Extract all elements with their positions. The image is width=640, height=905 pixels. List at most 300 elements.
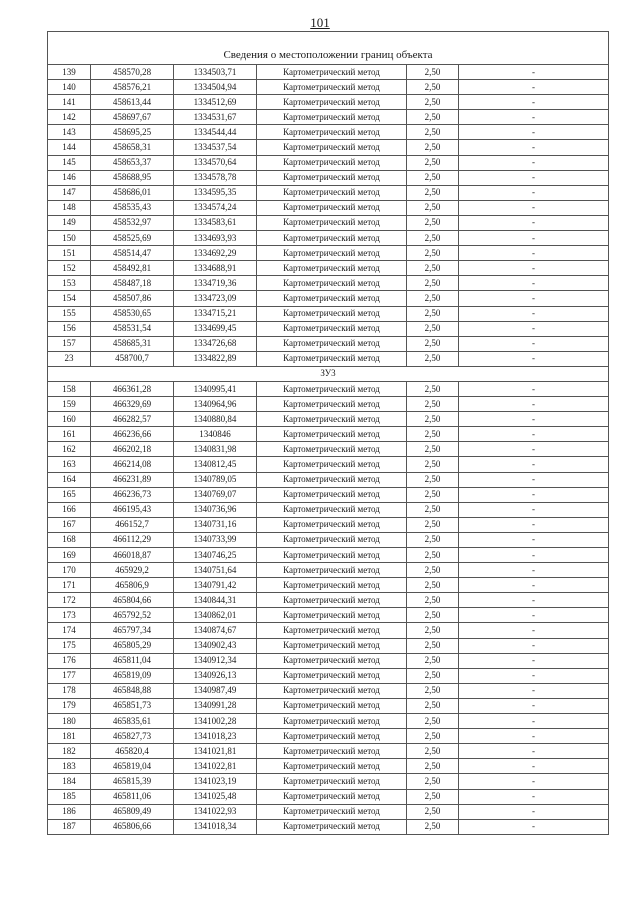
table-row xyxy=(48,200,609,215)
table-row xyxy=(48,819,609,834)
accuracy-cell: 2,50 xyxy=(407,457,459,472)
y-coordinate-cell: 1334578,78 xyxy=(174,170,257,185)
description-cell: - xyxy=(459,261,609,276)
description-cell: - xyxy=(459,774,609,789)
method-cell: Картометрический метод xyxy=(257,729,407,744)
description-cell: - xyxy=(459,502,609,517)
description-cell: - xyxy=(459,427,609,442)
description-cell: - xyxy=(459,789,609,804)
point-number-cell: 164 xyxy=(48,472,91,487)
description-cell: - xyxy=(459,231,609,246)
y-coordinate-cell: 1340902,43 xyxy=(174,638,257,653)
method-cell: Картометрический метод xyxy=(257,427,407,442)
accuracy-cell: 2,50 xyxy=(407,95,459,110)
accuracy-cell: 2,50 xyxy=(407,125,459,140)
table-row xyxy=(48,774,609,789)
accuracy-cell: 2,50 xyxy=(407,668,459,683)
x-coordinate-cell: 466018,87 xyxy=(91,548,174,563)
y-coordinate-cell: 1340736,96 xyxy=(174,502,257,517)
accuracy-cell: 2,50 xyxy=(407,80,459,95)
description-cell: - xyxy=(459,321,609,336)
point-number-cell: 158 xyxy=(48,381,91,396)
y-coordinate-cell: 1340733,99 xyxy=(174,532,257,547)
method-cell: Картометрический метод xyxy=(257,110,407,125)
point-number-cell: 177 xyxy=(48,668,91,683)
y-coordinate-cell: 1340874,67 xyxy=(174,623,257,638)
accuracy-cell: 2,50 xyxy=(407,185,459,200)
table-row xyxy=(48,563,609,578)
point-number-cell: 184 xyxy=(48,774,91,789)
table-row xyxy=(48,653,609,668)
description-cell: - xyxy=(459,698,609,713)
table-row xyxy=(48,336,609,351)
table-row xyxy=(48,140,609,155)
y-coordinate-cell: 1334822,89 xyxy=(174,351,257,366)
table-row xyxy=(48,155,609,170)
x-coordinate-cell: 458695,25 xyxy=(91,125,174,140)
description-cell: - xyxy=(459,668,609,683)
description-cell: - xyxy=(459,714,609,729)
method-cell: Картометрический метод xyxy=(257,804,407,819)
x-coordinate-cell: 465809,49 xyxy=(91,804,174,819)
method-cell: Картометрический метод xyxy=(257,774,407,789)
y-coordinate-cell: 1340789,05 xyxy=(174,472,257,487)
table-row xyxy=(48,397,609,412)
accuracy-cell: 2,50 xyxy=(407,729,459,744)
point-number-cell: 174 xyxy=(48,623,91,638)
accuracy-cell: 2,50 xyxy=(407,698,459,713)
accuracy-cell: 2,50 xyxy=(407,517,459,532)
point-number-cell: 182 xyxy=(48,744,91,759)
method-cell: Картометрический метод xyxy=(257,261,407,276)
x-coordinate-cell: 458685,31 xyxy=(91,336,174,351)
y-coordinate-cell: 1334726,68 xyxy=(174,336,257,351)
description-cell: - xyxy=(459,472,609,487)
y-coordinate-cell: 1340831,98 xyxy=(174,442,257,457)
description-cell: - xyxy=(459,412,609,427)
table-row xyxy=(48,246,609,261)
description-cell: - xyxy=(459,125,609,140)
table-row xyxy=(48,623,609,638)
method-cell: Картометрический метод xyxy=(257,291,407,306)
point-number-cell: 169 xyxy=(48,548,91,563)
point-number-cell: 159 xyxy=(48,397,91,412)
method-cell: Картометрический метод xyxy=(257,759,407,774)
description-cell: - xyxy=(459,563,609,578)
table-row xyxy=(48,276,609,291)
x-coordinate-cell: 458525,69 xyxy=(91,231,174,246)
x-coordinate-cell: 458686,01 xyxy=(91,185,174,200)
y-coordinate-cell: 1334699,45 xyxy=(174,321,257,336)
page-number xyxy=(0,16,640,30)
x-coordinate-cell: 465820,4 xyxy=(91,744,174,759)
table-row xyxy=(48,729,609,744)
table-row xyxy=(48,306,609,321)
method-cell: Картометрический метод xyxy=(257,200,407,215)
method-cell: Картометрический метод xyxy=(257,80,407,95)
x-coordinate-cell: 466202,18 xyxy=(91,442,174,457)
accuracy-cell: 2,50 xyxy=(407,804,459,819)
accuracy-cell: 2,50 xyxy=(407,774,459,789)
table-row xyxy=(48,381,609,396)
accuracy-cell: 2,50 xyxy=(407,261,459,276)
accuracy-cell: 2,50 xyxy=(407,578,459,593)
description-cell: - xyxy=(459,608,609,623)
point-number-cell: 168 xyxy=(48,532,91,547)
table-row xyxy=(48,321,609,336)
table-row xyxy=(48,487,609,502)
method-cell: Картометрический метод xyxy=(257,336,407,351)
method-cell: Картометрический метод xyxy=(257,608,407,623)
y-coordinate-cell: 1340987,49 xyxy=(174,683,257,698)
x-coordinate-cell: 465819,04 xyxy=(91,759,174,774)
accuracy-cell: 2,50 xyxy=(407,487,459,502)
accuracy-cell: 2,50 xyxy=(407,442,459,457)
method-cell: Картометрический метод xyxy=(257,698,407,713)
description-cell: - xyxy=(459,653,609,668)
x-coordinate-cell: 458507,86 xyxy=(91,291,174,306)
accuracy-cell: 2,50 xyxy=(407,170,459,185)
y-coordinate-cell: 1334723,09 xyxy=(174,291,257,306)
y-coordinate-cell: 1340964,96 xyxy=(174,397,257,412)
point-number-cell: 144 xyxy=(48,140,91,155)
y-coordinate-cell: 1334544,44 xyxy=(174,125,257,140)
method-cell: Картометрический метод xyxy=(257,246,407,261)
accuracy-cell: 2,50 xyxy=(407,276,459,291)
table-row xyxy=(48,412,609,427)
y-coordinate-cell: 1340991,28 xyxy=(174,698,257,713)
x-coordinate-cell: 458653,37 xyxy=(91,155,174,170)
accuracy-cell: 2,50 xyxy=(407,714,459,729)
x-coordinate-cell: 466361,28 xyxy=(91,381,174,396)
method-cell: Картометрический метод xyxy=(257,623,407,638)
point-number-cell: 23 xyxy=(48,351,91,366)
description-cell: - xyxy=(459,487,609,502)
accuracy-cell: 2,50 xyxy=(407,532,459,547)
table-row xyxy=(48,95,609,110)
table-row xyxy=(48,65,609,80)
x-coordinate-cell: 458535,43 xyxy=(91,200,174,215)
method-cell: Картометрический метод xyxy=(257,351,407,366)
point-number-cell: 179 xyxy=(48,698,91,713)
table-row xyxy=(48,125,609,140)
description-cell: - xyxy=(459,246,609,261)
y-coordinate-cell: 1340846 xyxy=(174,427,257,442)
y-coordinate-cell: 1340880,84 xyxy=(174,412,257,427)
method-cell: Картометрический метод xyxy=(257,563,407,578)
method-cell: Картометрический метод xyxy=(257,457,407,472)
y-coordinate-cell: 1340746,25 xyxy=(174,548,257,563)
y-coordinate-cell: 1341002,28 xyxy=(174,714,257,729)
y-coordinate-cell: 1334574,24 xyxy=(174,200,257,215)
accuracy-cell: 2,50 xyxy=(407,321,459,336)
description-cell: - xyxy=(459,140,609,155)
table-row xyxy=(48,804,609,819)
table-row xyxy=(48,291,609,306)
y-coordinate-cell: 1334693,93 xyxy=(174,231,257,246)
accuracy-cell: 2,50 xyxy=(407,246,459,261)
point-number-cell: 160 xyxy=(48,412,91,427)
method-cell: Картометрический метод xyxy=(257,381,407,396)
section-label: ЗУ3 xyxy=(48,366,609,381)
method-cell: Картометрический метод xyxy=(257,170,407,185)
table-row xyxy=(48,231,609,246)
point-number-cell: 167 xyxy=(48,517,91,532)
y-coordinate-cell: 1340791,42 xyxy=(174,578,257,593)
y-coordinate-cell: 1341021,81 xyxy=(174,744,257,759)
x-coordinate-cell: 458487,18 xyxy=(91,276,174,291)
accuracy-cell: 2,50 xyxy=(407,381,459,396)
point-number-cell: 147 xyxy=(48,185,91,200)
point-number-cell: 139 xyxy=(48,65,91,80)
point-number-cell: 175 xyxy=(48,638,91,653)
x-coordinate-cell: 466152,7 xyxy=(91,517,174,532)
method-cell: Картометрический метод xyxy=(257,683,407,698)
description-cell: - xyxy=(459,306,609,321)
table-row xyxy=(48,517,609,532)
table-row xyxy=(48,759,609,774)
description-cell: - xyxy=(459,291,609,306)
accuracy-cell: 2,50 xyxy=(407,789,459,804)
x-coordinate-cell: 465792,52 xyxy=(91,608,174,623)
accuracy-cell: 2,50 xyxy=(407,65,459,80)
y-coordinate-cell: 1340862,01 xyxy=(174,608,257,623)
x-coordinate-cell: 465805,29 xyxy=(91,638,174,653)
table-row xyxy=(48,789,609,804)
method-cell: Картометрический метод xyxy=(257,125,407,140)
description-cell: - xyxy=(459,578,609,593)
description-cell: - xyxy=(459,397,609,412)
y-coordinate-cell: 1340844,31 xyxy=(174,593,257,608)
x-coordinate-cell: 458492,81 xyxy=(91,261,174,276)
y-coordinate-cell: 1340926,13 xyxy=(174,668,257,683)
accuracy-cell: 2,50 xyxy=(407,502,459,517)
point-number-cell: 152 xyxy=(48,261,91,276)
method-cell: Картометрический метод xyxy=(257,578,407,593)
table-row xyxy=(48,548,609,563)
x-coordinate-cell: 465827,73 xyxy=(91,729,174,744)
accuracy-cell: 2,50 xyxy=(407,472,459,487)
y-coordinate-cell: 1340751,64 xyxy=(174,563,257,578)
table-row xyxy=(48,698,609,713)
method-cell: Картометрический метод xyxy=(257,397,407,412)
table-row xyxy=(48,442,609,457)
y-coordinate-cell: 1334595,35 xyxy=(174,185,257,200)
table-row xyxy=(48,427,609,442)
point-number-cell: 156 xyxy=(48,321,91,336)
method-cell: Картометрический метод xyxy=(257,593,407,608)
accuracy-cell: 2,50 xyxy=(407,412,459,427)
y-coordinate-cell: 1340995,41 xyxy=(174,381,257,396)
x-coordinate-cell: 466236,66 xyxy=(91,427,174,442)
y-coordinate-cell: 1341025,48 xyxy=(174,789,257,804)
x-coordinate-cell: 465804,66 xyxy=(91,593,174,608)
description-cell: - xyxy=(459,819,609,834)
point-number-cell: 183 xyxy=(48,759,91,774)
table-row xyxy=(48,110,609,125)
point-number-cell: 187 xyxy=(48,819,91,834)
table-row xyxy=(48,593,609,608)
x-coordinate-cell: 465819,09 xyxy=(91,668,174,683)
description-cell: - xyxy=(459,638,609,653)
point-number-cell: 161 xyxy=(48,427,91,442)
point-number-cell: 163 xyxy=(48,457,91,472)
x-coordinate-cell: 458532,97 xyxy=(91,215,174,230)
description-cell: - xyxy=(459,155,609,170)
description-cell: - xyxy=(459,95,609,110)
method-cell: Картометрический метод xyxy=(257,155,407,170)
boundary-coordinates-table xyxy=(47,31,609,835)
y-coordinate-cell: 1334583,61 xyxy=(174,215,257,230)
x-coordinate-cell: 465835,61 xyxy=(91,714,174,729)
description-cell: - xyxy=(459,729,609,744)
method-cell: Картометрический метод xyxy=(257,532,407,547)
point-number-cell: 178 xyxy=(48,683,91,698)
y-coordinate-cell: 1334504,94 xyxy=(174,80,257,95)
point-number-cell: 153 xyxy=(48,276,91,291)
page-number-text: 101 xyxy=(310,15,330,30)
description-cell: - xyxy=(459,532,609,547)
point-number-cell: 149 xyxy=(48,215,91,230)
y-coordinate-cell: 1341022,93 xyxy=(174,804,257,819)
description-cell: - xyxy=(459,804,609,819)
x-coordinate-cell: 458570,28 xyxy=(91,65,174,80)
accuracy-cell: 2,50 xyxy=(407,397,459,412)
description-cell: - xyxy=(459,623,609,638)
description-cell: - xyxy=(459,200,609,215)
method-cell: Картометрический метод xyxy=(257,548,407,563)
description-cell: - xyxy=(459,276,609,291)
accuracy-cell: 2,50 xyxy=(407,215,459,230)
method-cell: Картометрический метод xyxy=(257,638,407,653)
method-cell: Картометрический метод xyxy=(257,442,407,457)
method-cell: Картометрический метод xyxy=(257,487,407,502)
table-row xyxy=(48,638,609,653)
accuracy-cell: 2,50 xyxy=(407,623,459,638)
y-coordinate-cell: 1334715,21 xyxy=(174,306,257,321)
table-row xyxy=(48,170,609,185)
accuracy-cell: 2,50 xyxy=(407,155,459,170)
y-coordinate-cell: 1340912,34 xyxy=(174,653,257,668)
x-coordinate-cell: 458576,21 xyxy=(91,80,174,95)
x-coordinate-cell: 458514,47 xyxy=(91,246,174,261)
point-number-cell: 143 xyxy=(48,125,91,140)
accuracy-cell: 2,50 xyxy=(407,608,459,623)
method-cell: Картометрический метод xyxy=(257,412,407,427)
point-number-cell: 186 xyxy=(48,804,91,819)
point-number-cell: 157 xyxy=(48,336,91,351)
method-cell: Картометрический метод xyxy=(257,653,407,668)
accuracy-cell: 2,50 xyxy=(407,759,459,774)
method-cell: Картометрический метод xyxy=(257,185,407,200)
point-number-cell: 142 xyxy=(48,110,91,125)
x-coordinate-cell: 465848,88 xyxy=(91,683,174,698)
x-coordinate-cell: 458658,31 xyxy=(91,140,174,155)
point-number-cell: 145 xyxy=(48,155,91,170)
y-coordinate-cell: 1334692,29 xyxy=(174,246,257,261)
x-coordinate-cell: 465806,9 xyxy=(91,578,174,593)
description-cell: - xyxy=(459,170,609,185)
method-cell: Картометрический метод xyxy=(257,95,407,110)
description-cell: - xyxy=(459,381,609,396)
description-cell: - xyxy=(459,351,609,366)
method-cell: Картометрический метод xyxy=(257,668,407,683)
accuracy-cell: 2,50 xyxy=(407,336,459,351)
point-number-cell: 154 xyxy=(48,291,91,306)
point-number-cell: 176 xyxy=(48,653,91,668)
description-cell: - xyxy=(459,215,609,230)
y-coordinate-cell: 1334531,67 xyxy=(174,110,257,125)
accuracy-cell: 2,50 xyxy=(407,744,459,759)
description-cell: - xyxy=(459,336,609,351)
x-coordinate-cell: 458688,95 xyxy=(91,170,174,185)
description-cell: - xyxy=(459,457,609,472)
method-cell: Картометрический метод xyxy=(257,140,407,155)
point-number-cell: 162 xyxy=(48,442,91,457)
x-coordinate-cell: 465811,04 xyxy=(91,653,174,668)
point-number-cell: 140 xyxy=(48,80,91,95)
table-title: Сведения о местоположении границ объекта xyxy=(48,32,609,65)
y-coordinate-cell: 1340812,45 xyxy=(174,457,257,472)
accuracy-cell: 2,50 xyxy=(407,110,459,125)
accuracy-cell: 2,50 xyxy=(407,563,459,578)
x-coordinate-cell: 458531,54 xyxy=(91,321,174,336)
description-cell: - xyxy=(459,548,609,563)
y-coordinate-cell: 1334688,91 xyxy=(174,261,257,276)
method-cell: Картометрический метод xyxy=(257,306,407,321)
description-cell: - xyxy=(459,80,609,95)
point-number-cell: 146 xyxy=(48,170,91,185)
y-coordinate-cell: 1340769,07 xyxy=(174,487,257,502)
table-title-row xyxy=(48,32,609,65)
accuracy-cell: 2,50 xyxy=(407,653,459,668)
accuracy-cell: 2,50 xyxy=(407,200,459,215)
x-coordinate-cell: 465811,06 xyxy=(91,789,174,804)
x-coordinate-cell: 465851,73 xyxy=(91,698,174,713)
method-cell: Картометрический метод xyxy=(257,714,407,729)
y-coordinate-cell: 1334719,36 xyxy=(174,276,257,291)
method-cell: Картометрический метод xyxy=(257,502,407,517)
table-row xyxy=(48,532,609,547)
description-cell: - xyxy=(459,517,609,532)
description-cell: - xyxy=(459,683,609,698)
table-row xyxy=(48,215,609,230)
point-number-cell: 180 xyxy=(48,714,91,729)
x-coordinate-cell: 466329,69 xyxy=(91,397,174,412)
table-row xyxy=(48,578,609,593)
method-cell: Картометрический метод xyxy=(257,276,407,291)
y-coordinate-cell: 1341023,19 xyxy=(174,774,257,789)
method-cell: Картометрический метод xyxy=(257,231,407,246)
y-coordinate-cell: 1341022,81 xyxy=(174,759,257,774)
description-cell: - xyxy=(459,759,609,774)
method-cell: Картометрический метод xyxy=(257,789,407,804)
table-row xyxy=(48,502,609,517)
method-cell: Картометрический метод xyxy=(257,472,407,487)
x-coordinate-cell: 466195,43 xyxy=(91,502,174,517)
method-cell: Картометрический метод xyxy=(257,819,407,834)
table-row xyxy=(48,744,609,759)
description-cell: - xyxy=(459,185,609,200)
point-number-cell: 170 xyxy=(48,563,91,578)
x-coordinate-cell: 466236,73 xyxy=(91,487,174,502)
accuracy-cell: 2,50 xyxy=(407,306,459,321)
point-number-cell: 171 xyxy=(48,578,91,593)
y-coordinate-cell: 1334503,71 xyxy=(174,65,257,80)
accuracy-cell: 2,50 xyxy=(407,638,459,653)
method-cell: Картометрический метод xyxy=(257,744,407,759)
x-coordinate-cell: 458697,67 xyxy=(91,110,174,125)
